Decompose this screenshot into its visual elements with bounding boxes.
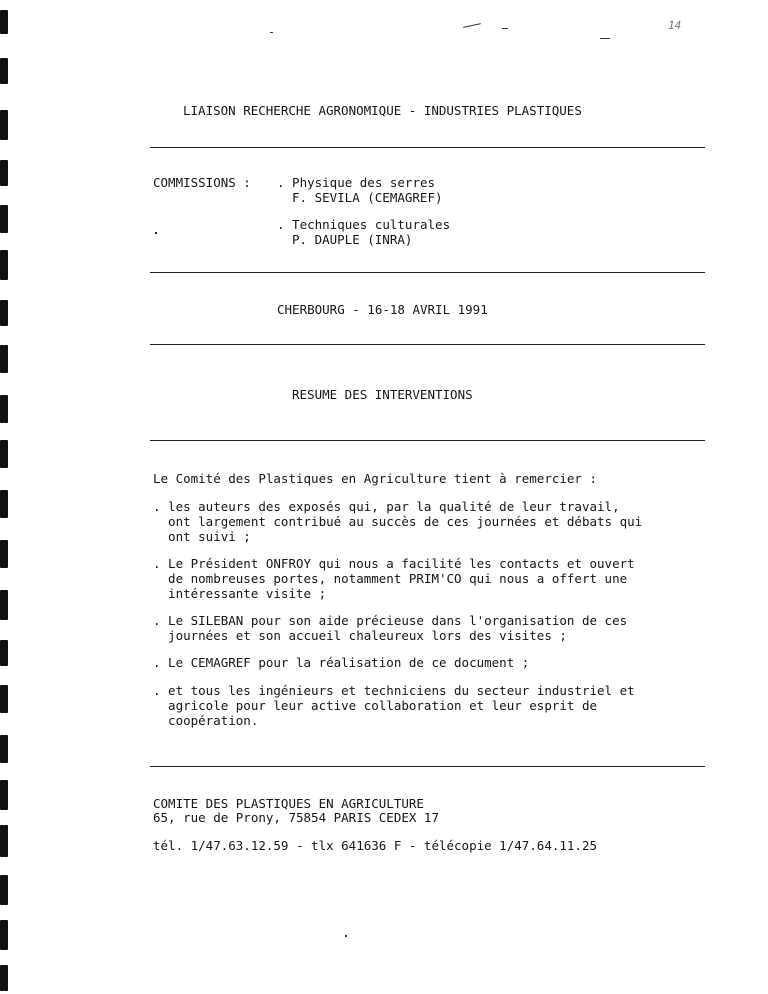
thanks-line: . Le CEMAGREF pour la réalisation de ce document ; <box>153 655 530 670</box>
section-title: RESUME DES INTERVENTIONS <box>292 387 473 402</box>
divider <box>150 344 705 345</box>
thanks-line: intéressante visite ; <box>153 586 327 601</box>
scan-speck <box>600 38 610 39</box>
scan-speck <box>270 32 273 33</box>
divider <box>150 440 705 441</box>
thanks-line: de nombreuses portes, notamment PRIM'CO qui nous a offert une <box>153 571 628 586</box>
scan-speck <box>155 232 157 234</box>
page-title: LIAISON RECHERCHE AGRONOMIQUE - INDUSTRIES PLASTIQUES <box>183 103 582 118</box>
thanks-line: journées et son accueil chaleureux lors des visites ; <box>153 628 567 643</box>
commission-topic: . Physique des serres <box>277 175 436 190</box>
scan-speck <box>463 23 481 28</box>
event-place-date: CHERBOURG - 16-18 AVRIL 1991 <box>277 302 488 317</box>
footer-contact: tél. 1/47.63.12.59 - tlx 641636 F - télécopie 1/47.64.11.25 <box>153 838 598 853</box>
thanks-line: coopération. <box>153 713 259 728</box>
footer-org: COMITE DES PLASTIQUES EN AGRICULTURE <box>153 796 424 811</box>
divider <box>150 272 705 273</box>
thanks-intro: Le Comité des Plastiques en Agriculture tient à remercier : <box>153 471 598 486</box>
scan-speck <box>345 935 347 937</box>
thanks-line: . les auteurs des exposés qui, par la qualité de leur travail, <box>153 499 620 514</box>
thanks-line: . Le Président ONFROY qui nous a facilité les contacts et ouvert <box>153 556 635 571</box>
corner-handwritten-mark: 14 <box>668 19 682 32</box>
thanks-line: . et tous les ingénieurs et techniciens du secteur industriel et <box>153 683 635 698</box>
commission-lead: F. SEVILA (CEMAGREF) <box>292 190 443 205</box>
footer-address: 65, rue de Prony, 75854 PARIS CEDEX 17 <box>153 810 439 825</box>
thanks-line: agricole pour leur active collaboration et leur esprit de <box>153 698 598 713</box>
divider <box>150 147 705 148</box>
commissions-label: COMMISSIONS : <box>153 175 251 190</box>
scan-speck <box>502 28 508 29</box>
commission-lead: P. DAUPLE (INRA) <box>292 232 413 247</box>
thanks-line: . Le SILEBAN pour son aide précieuse dans l'organisation de ces <box>153 613 628 628</box>
commission-topic: . Techniques culturales <box>277 217 451 232</box>
thanks-line: ont suivi ; <box>153 529 251 544</box>
thanks-line: ont largement contribué au succès de ces journées et débats qui <box>153 514 643 529</box>
divider <box>150 766 705 767</box>
